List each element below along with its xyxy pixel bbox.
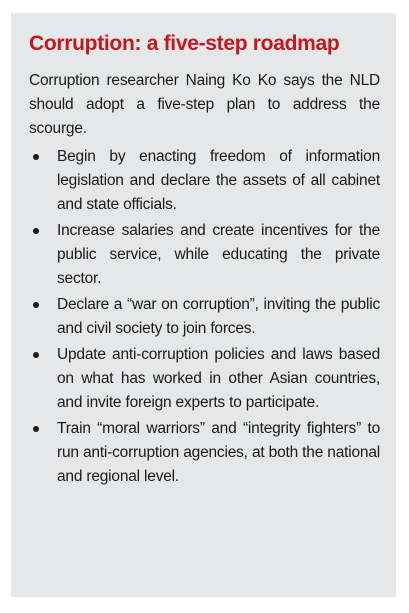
step-item-3 — [29, 293, 380, 341]
box-intro-paragraph: Corruption researcher Naing Ko Ko says the NLD should adopt a five-step plan to address the scourge. — [29, 72, 380, 137]
step-text: Declare a “war on corruption”, inviting the public and civil society to join forces. — [57, 296, 380, 337]
step-item-1 — [29, 145, 380, 217]
bullet-icon — [33, 426, 39, 432]
step-text: Increase salaries and create incentives for the public service, while educating the private sector. — [57, 222, 380, 287]
bullet-icon — [33, 352, 39, 358]
step-item-5 — [29, 417, 380, 489]
box-title: Corruption: a five-step roadmap — [29, 32, 340, 55]
step-text: Train “moral warriors” and “integrity fighters” to run anti-corruption agencies, at both the national and regional level. — [57, 420, 380, 485]
steps-list — [29, 145, 380, 489]
bullet-icon — [33, 228, 39, 234]
step-text: Update anti-corruption policies and laws based on what has worked in other Asian countries, and invite foreign experts to participate. — [57, 346, 380, 411]
step-item-4 — [29, 343, 380, 415]
step-item-2 — [29, 219, 380, 291]
bullet-icon — [33, 302, 39, 308]
roadmap-sidebar-box — [11, 13, 396, 597]
step-text: Begin by enacting freedom of information legislation and declare the assets of all cabinet and state officials. — [57, 148, 380, 213]
bullet-icon — [33, 154, 39, 160]
